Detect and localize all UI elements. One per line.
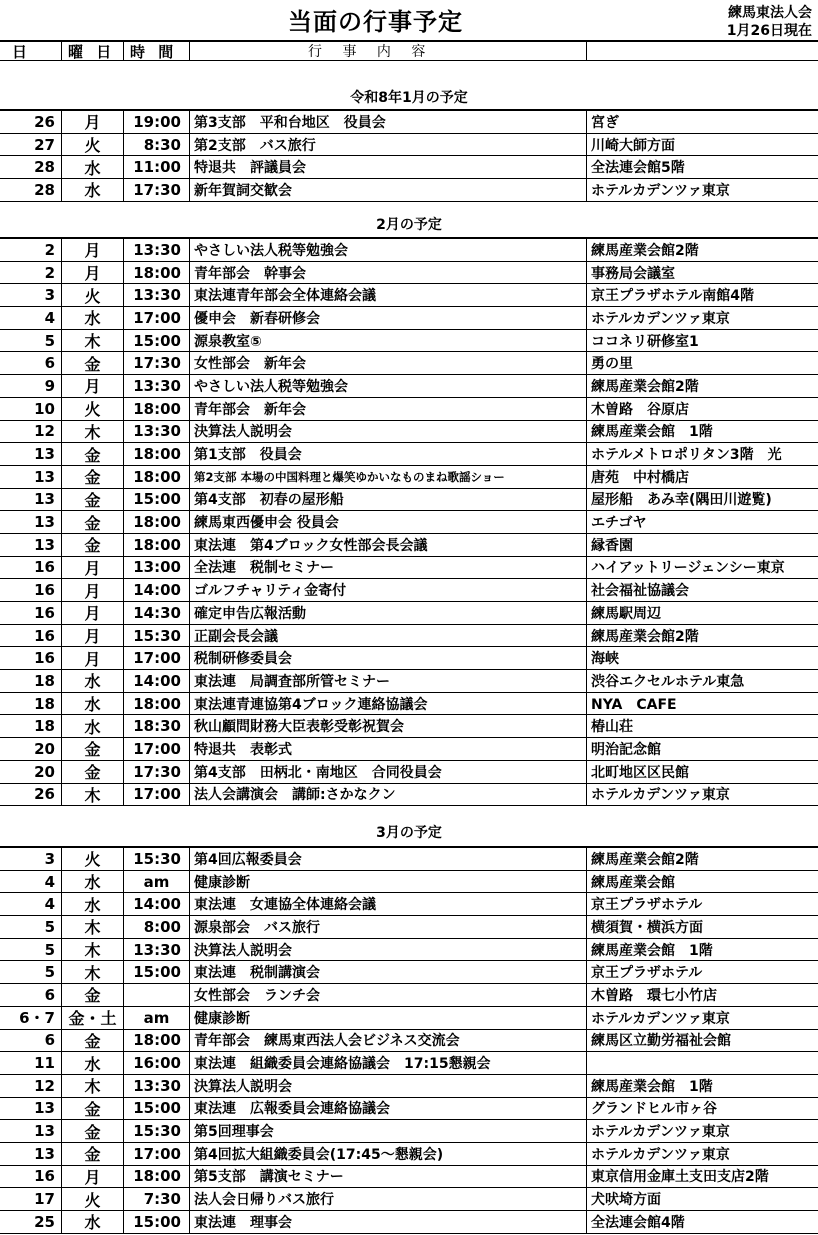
cell-event: 第1支部 役員会 xyxy=(190,443,587,465)
cell-weekday: 金 xyxy=(62,984,124,1006)
cell-weekday: 火 xyxy=(62,848,124,870)
cell-day: 6 xyxy=(0,1030,62,1052)
cell-weekday: 月 xyxy=(62,262,124,284)
cell-place: 横須賀・横浜方面 xyxy=(591,919,703,936)
table-row xyxy=(0,1211,818,1234)
cell-weekday: 木 xyxy=(62,784,124,806)
cell-place: 練馬産業会館2階 xyxy=(591,378,699,395)
cell-place: 練馬産業会館 1階 xyxy=(591,424,713,441)
cell-time: 7:30 xyxy=(124,1188,190,1210)
cell-place: 渋谷エクセルホテル東急 xyxy=(591,673,745,690)
cell-weekday: 水 xyxy=(62,1211,124,1233)
cell-weekday: 水 xyxy=(62,693,124,715)
cell-weekday: 月 xyxy=(62,1166,124,1188)
cell-time xyxy=(124,984,190,1006)
cell-time: 15:00 xyxy=(124,1211,190,1233)
table-row xyxy=(0,1030,818,1053)
cell-place: 犬吠埼方面 xyxy=(591,1192,661,1209)
section-table xyxy=(0,846,818,1234)
cell-weekday: 金 xyxy=(62,1120,124,1142)
table-row xyxy=(0,511,818,534)
table-row xyxy=(0,1166,818,1189)
cell-weekday: 金 xyxy=(62,466,124,488)
cell-time: 17:00 xyxy=(124,307,190,329)
cell-event: やさしい法人税等勉強会 xyxy=(190,375,587,397)
table-row xyxy=(0,1052,818,1075)
cell-time: 18:00 xyxy=(124,534,190,556)
cell-day: 13 xyxy=(0,489,62,511)
cell-event: 東法連 局調査部所管セミナー xyxy=(190,670,587,692)
cell-place: 東京信用金庫土支田支店2階 xyxy=(591,1169,769,1186)
cell-weekday: 火 xyxy=(62,1188,124,1210)
cell-event: 東法連 組織委員会連絡協議会 17:15懇親会 xyxy=(190,1052,587,1074)
table-row xyxy=(0,848,818,871)
cell-place: ホテルカデンツァ東京 xyxy=(591,310,730,327)
cell-event: 正副会長会議 xyxy=(190,625,587,647)
cell-place: 屋形船 あみ幸(隅田川遊覧) xyxy=(591,492,772,509)
section-title: 令和8年1月の予定 xyxy=(350,90,468,106)
table-row xyxy=(0,1075,818,1098)
cell-event: 源泉教室⑤ xyxy=(190,330,587,352)
cell-place: 京王プラザホテル xyxy=(591,897,703,914)
table-row xyxy=(0,466,818,489)
cell-weekday: 月 xyxy=(62,239,124,261)
cell-day: 4 xyxy=(0,871,62,893)
cell-day: 5 xyxy=(0,939,62,961)
cell-day: 9 xyxy=(0,375,62,397)
cell-time: 18:00 xyxy=(124,443,190,465)
cell-day: 20 xyxy=(0,761,62,783)
cell-time: 17:00 xyxy=(124,1143,190,1165)
table-row xyxy=(0,738,818,761)
cell-event: 第4回拡大組織委員会(17:45～懇親会) xyxy=(190,1143,587,1165)
cell-day: 26 xyxy=(0,111,62,133)
section-title: 2月の予定 xyxy=(376,217,442,233)
cell-weekday: 金 xyxy=(62,443,124,465)
cell-day: 27 xyxy=(0,134,62,156)
cell-weekday: 火 xyxy=(62,284,124,306)
cell-time: 18:00 xyxy=(124,262,190,284)
cell-place: ハイアットリージェンシー東京 xyxy=(591,560,785,577)
cell-weekday: 金 xyxy=(62,489,124,511)
section-title: 3月の予定 xyxy=(376,825,442,841)
cell-day: 13 xyxy=(0,1143,62,1165)
cell-place: 海峡 xyxy=(591,651,619,668)
cell-weekday: 木 xyxy=(62,330,124,352)
cell-event: 東法連 税制講演会 xyxy=(190,961,587,983)
cell-place: 勇の里 xyxy=(591,356,633,373)
cell-place: 練馬産業会館2階 xyxy=(591,851,699,868)
cell-event: 練馬東西優申会 役員会 xyxy=(190,511,587,533)
cell-weekday: 水 xyxy=(62,893,124,915)
cell-day: 13 xyxy=(0,511,62,533)
cell-day: 25 xyxy=(0,1211,62,1233)
cell-place: 北町地区区民館 xyxy=(591,764,689,781)
cell-weekday: 月 xyxy=(62,111,124,133)
cell-event: 青年部会 練馬東西法人会ビジネス交流会 xyxy=(190,1030,587,1052)
cell-event: 第2支部 バス旅行 xyxy=(190,134,587,156)
cell-time: 14:00 xyxy=(124,893,190,915)
cell-day: 16 xyxy=(0,647,62,669)
cell-day: 10 xyxy=(0,398,62,420)
cell-event: 決算法人説明会 xyxy=(190,421,587,443)
cell-event: 第4回広報委員会 xyxy=(190,848,587,870)
cell-place: ホテルメトロポリタン3階 光 xyxy=(591,447,782,464)
table-row xyxy=(0,1120,818,1143)
cell-event: 第5支部 講演セミナー xyxy=(190,1166,587,1188)
cell-time: 17:30 xyxy=(124,179,190,201)
table-row xyxy=(0,961,818,984)
cell-time: 18:00 xyxy=(124,1166,190,1188)
cell-event: 新年賀詞交歓会 xyxy=(190,179,587,201)
cell-time: 17:00 xyxy=(124,738,190,760)
cell-weekday: 月 xyxy=(62,625,124,647)
cell-weekday: 木 xyxy=(62,421,124,443)
cell-day: 11 xyxy=(0,1052,62,1074)
cell-weekday: 月 xyxy=(62,375,124,397)
table-row xyxy=(0,375,818,398)
cell-event: 女性部会 ランチ会 xyxy=(190,984,587,1006)
cell-place: 練馬区立勤労福祉会館 xyxy=(591,1033,731,1050)
cell-place: 社会福祉協議会 xyxy=(591,583,689,600)
cell-weekday: 水 xyxy=(62,715,124,737)
cell-event: 東法連 女連協全体連絡会議 xyxy=(190,893,587,915)
cell-place: ホテルカデンツァ東京 xyxy=(591,1010,730,1027)
cell-day: 4 xyxy=(0,307,62,329)
table-row xyxy=(0,647,818,670)
cell-place: 木曽路 環七小竹店 xyxy=(591,987,717,1004)
table-row xyxy=(0,1143,818,1166)
cell-place: 全法連会館4階 xyxy=(591,1214,685,1231)
cell-place: ココネリ研修室1 xyxy=(591,333,699,350)
cell-weekday: 木 xyxy=(62,939,124,961)
column-header-row xyxy=(0,40,818,61)
cell-event: 全法連 税制セミナー xyxy=(190,557,587,579)
cell-time: 11:00 xyxy=(124,156,190,178)
table-row xyxy=(0,784,818,807)
cell-weekday: 水 xyxy=(62,156,124,178)
column-header-weekday: 曜 日 xyxy=(62,42,124,60)
table-row xyxy=(0,602,818,625)
cell-day: 26 xyxy=(0,784,62,806)
cell-weekday: 水 xyxy=(62,1052,124,1074)
cell-weekday: 金 xyxy=(62,511,124,533)
cell-time: 15:30 xyxy=(124,848,190,870)
cell-time: 18:00 xyxy=(124,693,190,715)
cell-weekday: 火 xyxy=(62,134,124,156)
cell-time: 13:30 xyxy=(124,284,190,306)
column-header-place xyxy=(587,42,818,60)
cell-day: 18 xyxy=(0,715,62,737)
cell-day: 2 xyxy=(0,262,62,284)
cell-weekday: 木 xyxy=(62,1075,124,1097)
cell-day: 5 xyxy=(0,330,62,352)
cell-day: 20 xyxy=(0,738,62,760)
cell-place: ホテルカデンツァ東京 xyxy=(591,1146,730,1163)
column-header-day: 日 xyxy=(0,42,62,60)
cell-day: 16 xyxy=(0,602,62,624)
cell-weekday: 金 xyxy=(62,1098,124,1120)
cell-time: 19:00 xyxy=(124,111,190,133)
table-row xyxy=(0,284,818,307)
cell-time: 14:00 xyxy=(124,670,190,692)
cell-place: 京王プラザホテル xyxy=(591,965,703,982)
cell-day: 28 xyxy=(0,179,62,201)
cell-time: 16:00 xyxy=(124,1052,190,1074)
table-row xyxy=(0,939,818,962)
cell-time: 14:00 xyxy=(124,579,190,601)
cell-event: 東法連 広報委員会連絡協議会 xyxy=(190,1098,587,1120)
cell-time: 15:30 xyxy=(124,1120,190,1142)
cell-event: 税制研修委員会 xyxy=(190,647,587,669)
cell-place: ホテルカデンツァ東京 xyxy=(591,1124,730,1141)
cell-weekday: 水 xyxy=(62,871,124,893)
cell-place: 縁香園 xyxy=(591,537,633,554)
cell-day: 5 xyxy=(0,916,62,938)
cell-place: 事務局会議室 xyxy=(591,265,675,282)
cell-time: am xyxy=(124,1007,190,1029)
cell-event: 優申会 新春研修会 xyxy=(190,307,587,329)
cell-place: 川崎大師方面 xyxy=(591,137,675,154)
cell-event: 決算法人説明会 xyxy=(190,939,587,961)
cell-time: 17:30 xyxy=(124,352,190,374)
cell-day: 3 xyxy=(0,848,62,870)
cell-event: 第4支部 田柄北・南地区 合同役員会 xyxy=(190,761,587,783)
cell-day: 28 xyxy=(0,156,62,178)
cell-time: 13:30 xyxy=(124,421,190,443)
cell-place: 全法連会館5階 xyxy=(591,160,685,177)
cell-weekday: 金・土 xyxy=(62,1007,124,1029)
cell-place: 練馬駅周辺 xyxy=(591,605,661,622)
table-row xyxy=(0,262,818,285)
cell-event: ゴルフチャリティ金寄付 xyxy=(190,579,587,601)
cell-day: 13 xyxy=(0,1120,62,1142)
cell-place: 練馬産業会館 xyxy=(591,874,675,891)
table-row xyxy=(0,134,818,157)
table-row xyxy=(0,761,818,784)
cell-event: 第5回理事会 xyxy=(190,1120,587,1142)
table-row xyxy=(0,984,818,1007)
cell-time: 15:30 xyxy=(124,625,190,647)
cell-place: NYA CAFE xyxy=(591,696,677,713)
cell-time: 15:00 xyxy=(124,961,190,983)
cell-event: 東法連青連協第4ブロック連絡協議会 xyxy=(190,693,587,715)
cell-place: 練馬産業会館2階 xyxy=(591,242,699,259)
cell-event: やさしい法人税等勉強会 xyxy=(190,239,587,261)
cell-event: 青年部会 新年会 xyxy=(190,398,587,420)
cell-place: 宮ぎ xyxy=(591,114,619,131)
cell-place: ホテルカデンツァ東京 xyxy=(591,182,730,199)
table-row xyxy=(0,307,818,330)
cell-place: 木曽路 谷原店 xyxy=(591,401,689,418)
cell-day: 5 xyxy=(0,961,62,983)
cell-event: 健康診断 xyxy=(190,1007,587,1029)
table-row xyxy=(0,489,818,512)
cell-day: 12 xyxy=(0,1075,62,1097)
cell-event: 特退共 表彰式 xyxy=(190,738,587,760)
table-row xyxy=(0,579,818,602)
cell-place: グランドヒル市ヶ谷 xyxy=(591,1101,717,1118)
cell-weekday: 金 xyxy=(62,1143,124,1165)
cell-time: 15:00 xyxy=(124,330,190,352)
cell-day: 16 xyxy=(0,557,62,579)
table-row xyxy=(0,693,818,716)
cell-event: 第4支部 初春の屋形船 xyxy=(190,489,587,511)
cell-weekday: 金 xyxy=(62,1030,124,1052)
cell-weekday: 水 xyxy=(62,307,124,329)
cell-event: 青年部会 幹事会 xyxy=(190,262,587,284)
cell-place: 明治記念館 xyxy=(591,741,661,758)
table-row xyxy=(0,111,818,134)
table-row xyxy=(0,421,818,444)
section-table xyxy=(0,109,818,202)
cell-event: 健康診断 xyxy=(190,871,587,893)
table-row xyxy=(0,916,818,939)
cell-weekday: 水 xyxy=(62,179,124,201)
cell-place: 唐苑 中村橋店 xyxy=(591,469,689,486)
table-row xyxy=(0,893,818,916)
table-row xyxy=(0,1098,818,1121)
cell-weekday: 水 xyxy=(62,670,124,692)
cell-day: 12 xyxy=(0,421,62,443)
cell-time: 15:00 xyxy=(124,1098,190,1120)
table-row xyxy=(0,670,818,693)
cell-weekday: 月 xyxy=(62,647,124,669)
cell-day: 13 xyxy=(0,534,62,556)
cell-time: 18:00 xyxy=(124,398,190,420)
table-row xyxy=(0,443,818,466)
cell-time: am xyxy=(124,871,190,893)
cell-time: 18:00 xyxy=(124,466,190,488)
cell-place: ホテルカデンツァ東京 xyxy=(591,787,730,804)
cell-event: 特退共 評議員会 xyxy=(190,156,587,178)
table-row xyxy=(0,534,818,557)
cell-time: 17:00 xyxy=(124,647,190,669)
cell-event: 東法連青年部会全体連絡会議 xyxy=(190,284,587,306)
cell-place: 練馬産業会館 1階 xyxy=(591,1078,713,1095)
cell-weekday: 火 xyxy=(62,398,124,420)
table-row xyxy=(0,871,818,894)
cell-day: 18 xyxy=(0,693,62,715)
cell-place: 椿山荘 xyxy=(591,719,633,736)
cell-time: 18:00 xyxy=(124,1030,190,1052)
page-title: 当面の行事予定 xyxy=(288,8,463,36)
cell-event: 女性部会 新年会 xyxy=(190,352,587,374)
cell-weekday: 金 xyxy=(62,761,124,783)
cell-weekday: 月 xyxy=(62,579,124,601)
cell-event: 秋山顧問財務大臣表彰受彰祝賀会 xyxy=(190,715,587,737)
cell-event: 東法連 理事会 xyxy=(190,1211,587,1233)
cell-day: 3 xyxy=(0,284,62,306)
cell-place: 練馬産業会館 1階 xyxy=(591,942,713,959)
cell-event: 決算法人説明会 xyxy=(190,1075,587,1097)
table-row xyxy=(0,330,818,353)
table-row xyxy=(0,557,818,580)
cell-place xyxy=(587,1052,818,1074)
cell-day: 13 xyxy=(0,1098,62,1120)
cell-day: 18 xyxy=(0,670,62,692)
cell-weekday: 金 xyxy=(62,534,124,556)
table-row xyxy=(0,715,818,738)
cell-place: 練馬産業会館2階 xyxy=(591,628,699,645)
cell-time: 13:30 xyxy=(124,939,190,961)
table-row xyxy=(0,156,818,179)
cell-day: 17 xyxy=(0,1188,62,1210)
cell-event: 東法連 第4ブロック女性部会長会議 xyxy=(190,534,587,556)
cell-event: 第2支部 本場の中国料理と爆笑ゆかいなものまね歌謡ショー xyxy=(190,466,587,488)
cell-place: 京王プラザホテル南館4階 xyxy=(591,288,755,305)
cell-day: 16 xyxy=(0,625,62,647)
cell-event: 法人会講演会 講師:さかなクン xyxy=(190,784,587,806)
table-row xyxy=(0,239,818,262)
cell-day: 6 xyxy=(0,352,62,374)
cell-time: 13:30 xyxy=(124,1075,190,1097)
column-header-event: 行 事 内 容 xyxy=(190,42,587,60)
cell-event: 確定申告広報活動 xyxy=(190,602,587,624)
cell-day: 4 xyxy=(0,893,62,915)
section-table xyxy=(0,237,818,806)
cell-weekday: 金 xyxy=(62,352,124,374)
cell-weekday: 月 xyxy=(62,557,124,579)
cell-event: 法人会日帰りバス旅行 xyxy=(190,1188,587,1210)
table-row xyxy=(0,352,818,375)
cell-time: 8:30 xyxy=(124,134,190,156)
cell-day: 16 xyxy=(0,579,62,601)
cell-weekday: 木 xyxy=(62,916,124,938)
as-of-date: 1月26日現在 xyxy=(726,23,812,39)
table-row xyxy=(0,179,818,202)
table-row xyxy=(0,625,818,648)
cell-place: エチゴヤ xyxy=(591,515,647,532)
table-row xyxy=(0,1007,818,1030)
cell-event: 源泉部会 バス旅行 xyxy=(190,916,587,938)
cell-time: 18:30 xyxy=(124,715,190,737)
cell-time: 8:00 xyxy=(124,916,190,938)
column-header-time: 時 間 xyxy=(124,42,190,60)
cell-time: 17:30 xyxy=(124,761,190,783)
cell-time: 13:30 xyxy=(124,375,190,397)
cell-time: 13:30 xyxy=(124,239,190,261)
table-row xyxy=(0,1188,818,1211)
cell-weekday: 金 xyxy=(62,738,124,760)
cell-day: 13 xyxy=(0,443,62,465)
cell-weekday: 月 xyxy=(62,602,124,624)
cell-day: 6 xyxy=(0,984,62,1006)
organization-name: 練馬東法人会 xyxy=(728,5,812,21)
cell-time: 14:30 xyxy=(124,602,190,624)
cell-event: 第3支部 平和台地区 役員会 xyxy=(190,111,587,133)
cell-time: 17:00 xyxy=(124,784,190,806)
cell-day: 13 xyxy=(0,466,62,488)
cell-time: 18:00 xyxy=(124,511,190,533)
cell-time: 13:00 xyxy=(124,557,190,579)
cell-day: 6・7 xyxy=(0,1007,62,1029)
cell-weekday: 木 xyxy=(62,961,124,983)
cell-day: 16 xyxy=(0,1166,62,1188)
table-row xyxy=(0,398,818,421)
cell-day: 2 xyxy=(0,239,62,261)
cell-time: 15:00 xyxy=(124,489,190,511)
